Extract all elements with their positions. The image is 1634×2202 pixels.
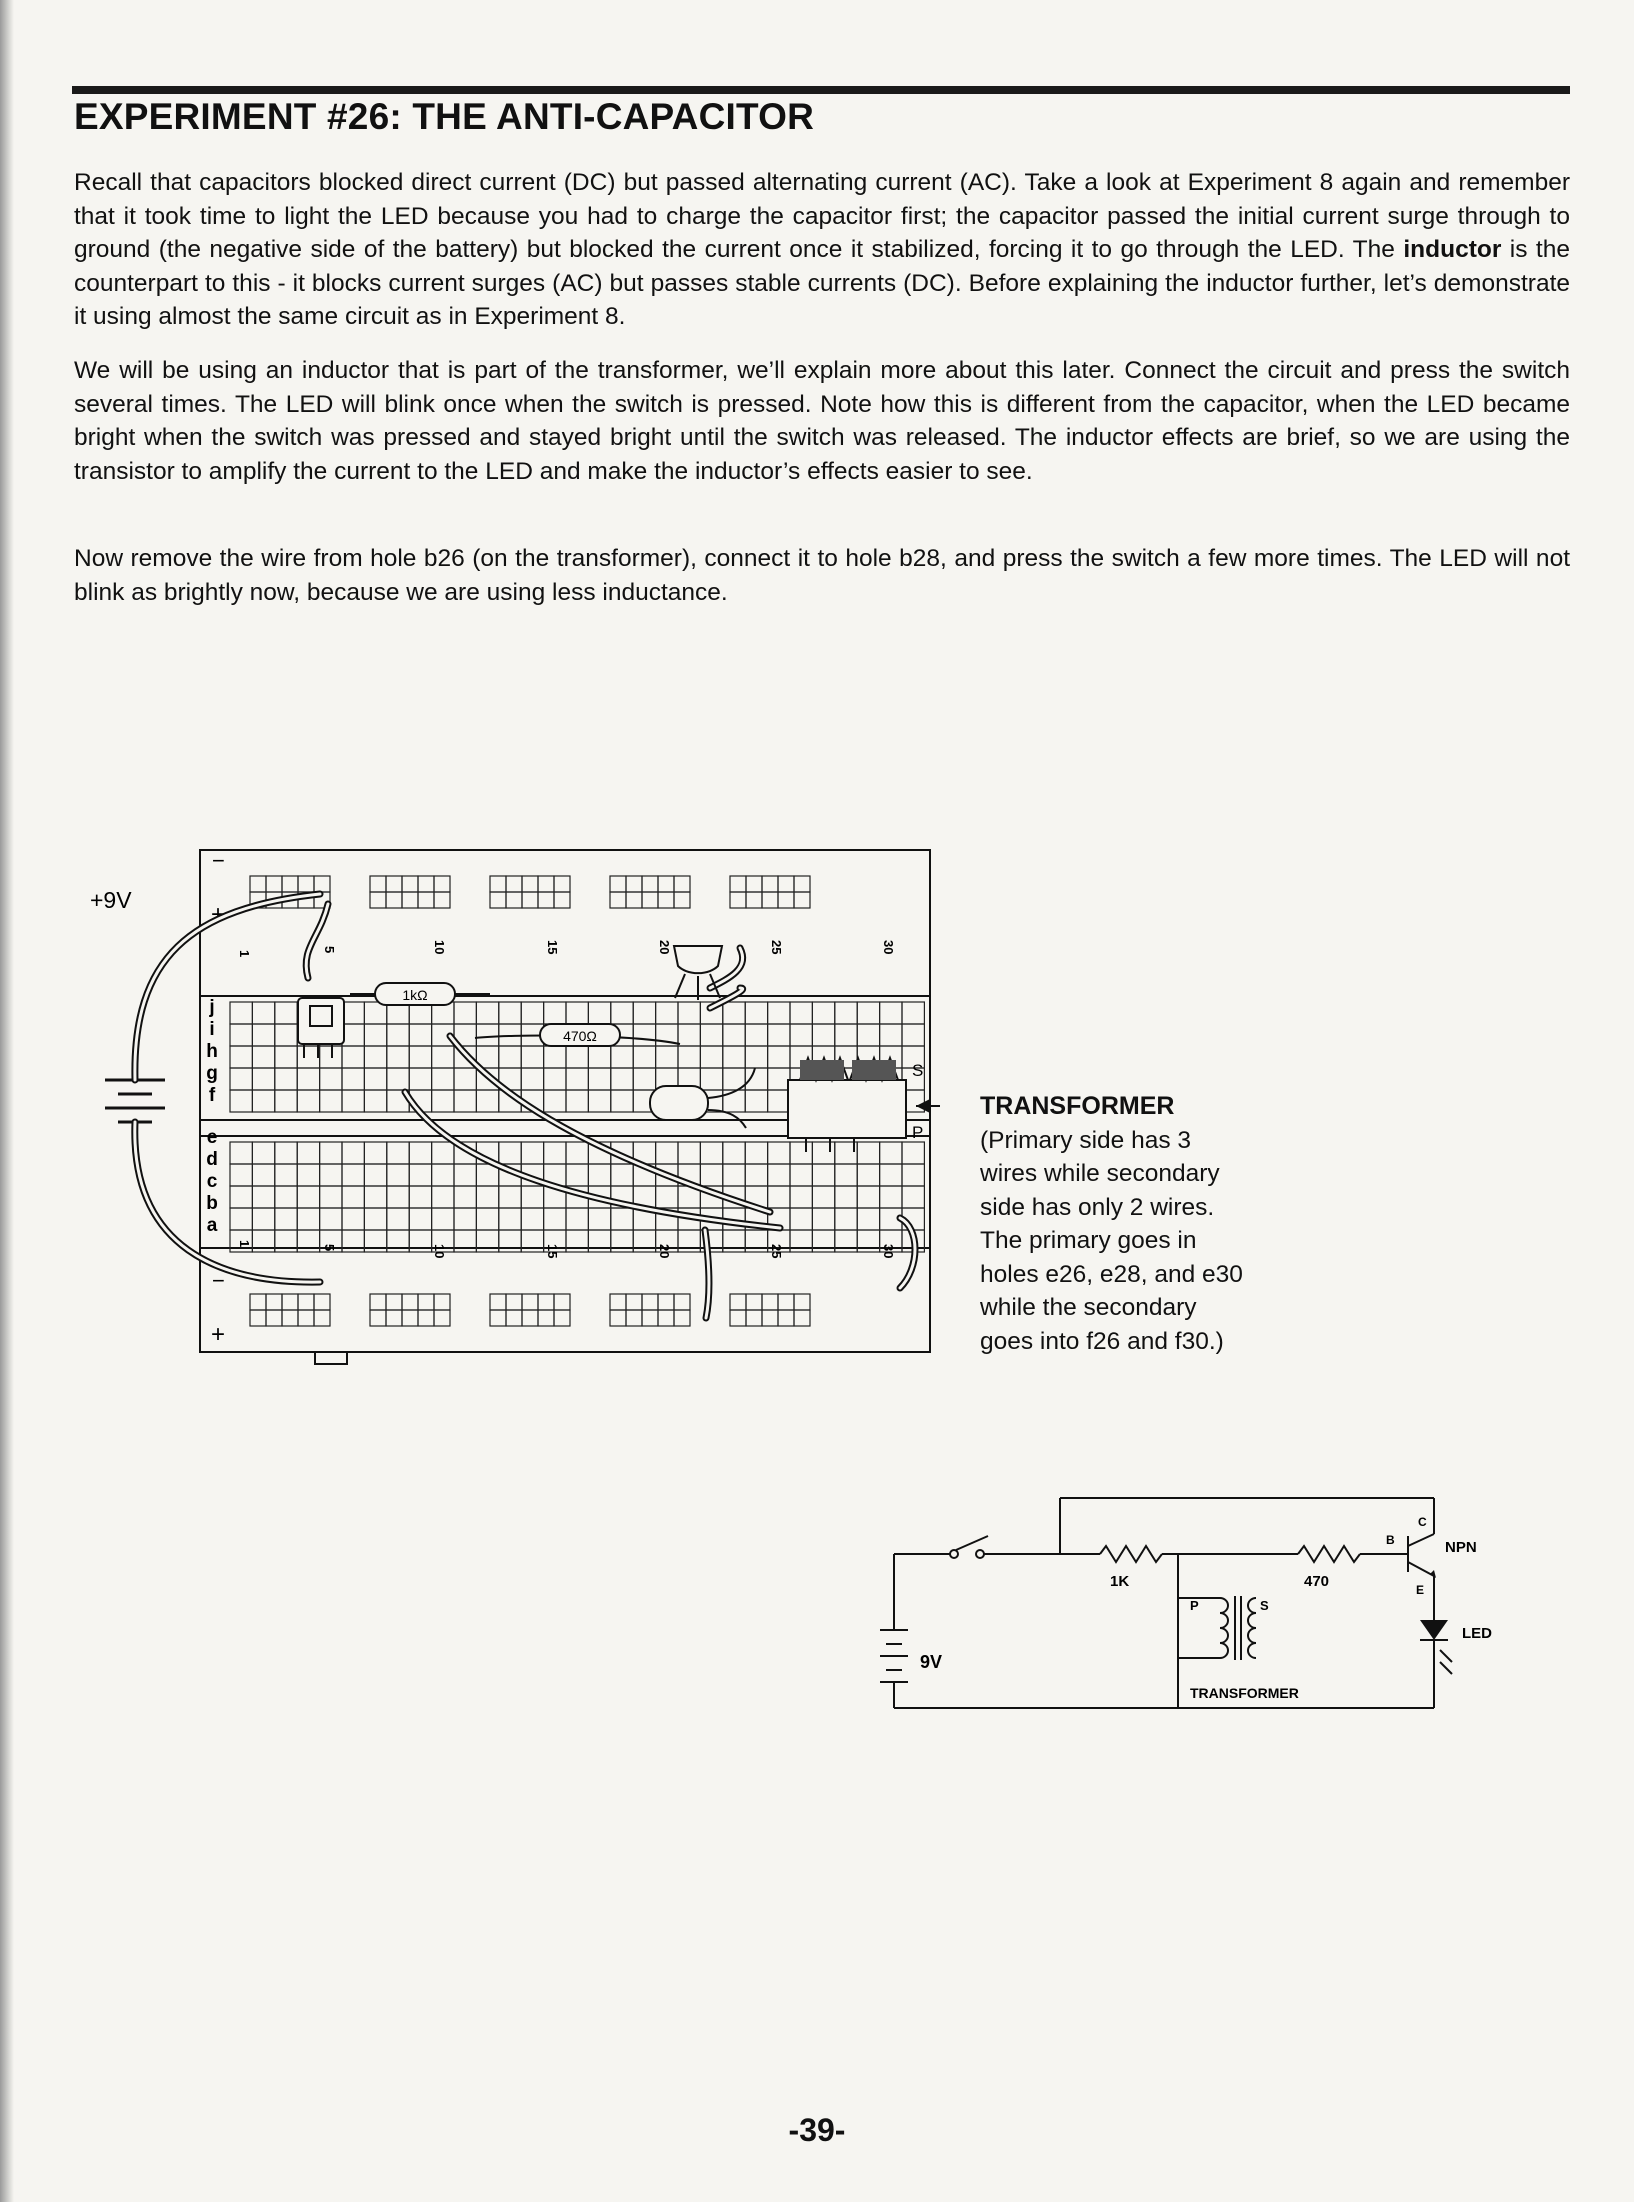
- intro-paragraph: [74, 166, 1570, 334]
- transformer-arrow: [916, 1099, 940, 1113]
- callout-line-1: (Primary side has 3: [980, 1126, 1192, 1154]
- schematic-p-label: P: [1190, 1598, 1199, 1613]
- intro-text-b: is the counterpart to this - it blocks current surges (AC) but passes stable currents (DC). Before explaining the inductor further, let’s demonstrate it using almost the same circuit as in Experiment 8.: [74, 236, 1570, 330]
- supply-label: +9V: [90, 887, 132, 913]
- schematic-transformer-label: TRANSFORMER: [1190, 1685, 1299, 1701]
- row-letter-c: c: [206, 1171, 218, 1192]
- schematic-e-label: E: [1416, 1583, 1425, 1597]
- schematic-9v-label: 9V: [920, 1652, 943, 1672]
- row-letter-h: h: [206, 1041, 218, 1062]
- schematic-npn-label: NPN: [1445, 1539, 1477, 1556]
- row-letter-j: j: [209, 997, 215, 1018]
- col-num-15-bottom: 15: [545, 1244, 560, 1259]
- row-letter-e: e: [206, 1127, 218, 1148]
- schematic-c-label: C: [1418, 1515, 1427, 1529]
- callout-line-6: while the secondary: [980, 1294, 1197, 1321]
- col-num-15-top: 15: [545, 940, 560, 955]
- col-num-5-bottom: 5: [322, 1244, 337, 1252]
- pushbutton-switch: [298, 998, 344, 1058]
- col-num-5-top: 5: [322, 946, 337, 954]
- power-rail-holes: [250, 876, 810, 1326]
- schematic-s-label: S: [1260, 1598, 1269, 1613]
- resistor-470-label: 470Ω: [563, 1028, 597, 1044]
- bottom-rail-plus: +: [211, 1321, 226, 1348]
- schematic-b-label: B: [1386, 1533, 1395, 1547]
- row-letter-a: a: [206, 1215, 218, 1236]
- col-num-30-bottom: 30: [881, 1244, 896, 1259]
- col-num-1-top: 1: [237, 950, 252, 958]
- experiment-title: EXPERIMENT #26: THE ANTI-CAPACITOR: [74, 96, 815, 137]
- intro-text-a: Recall that capacitors blocked direct current (DC) but passed alternating current (AC). Take a look at Experiment 8 again and remember that it took time to light the LED because you had to charge the capacitor first; the capacitor passed the initial current surge through to ground (the negative side of the battery) but blocked the current once it stabilized, forcing it to go through the LED. The: [74, 169, 1570, 263]
- col-num-20-top: 20: [657, 940, 672, 955]
- col-num-25-top: 25: [769, 940, 784, 955]
- inductor-term: inductor: [1403, 236, 1502, 263]
- transistor-npn: [674, 946, 722, 1000]
- callout-line-2: wires while secondary: [980, 1160, 1220, 1187]
- header-rule: [72, 86, 1570, 94]
- schematic-r2-label: 470: [1304, 1573, 1330, 1590]
- col-num-25-bottom: 25: [769, 1244, 784, 1259]
- col-num-1-bottom: 1: [237, 1240, 252, 1248]
- col-num-30-top: 30: [881, 940, 896, 955]
- circuit-schematic: [880, 1490, 1500, 1730]
- col-num-10-top: 10: [432, 940, 447, 955]
- callout-line-7: goes into f26 and f30.): [980, 1327, 1224, 1355]
- transformer-callout: [980, 1090, 1280, 1358]
- row-letter-b: b: [206, 1193, 218, 1214]
- callout-line-4: The primary goes in: [980, 1227, 1197, 1254]
- page-edge: [0, 0, 14, 2202]
- schematic-led-label: LED: [1462, 1625, 1492, 1642]
- resistor-470: [475, 1024, 680, 1046]
- variation-paragraph: Now remove the wire from hole b26 (on the transformer), connect it to hole b28, and press the switch a few more times. The LED will not blink as brightly now, because we are using less inductance.: [74, 545, 1570, 606]
- transformer-s-label: S: [912, 1061, 924, 1080]
- callout-line-3: side has only 2 wires.: [980, 1193, 1215, 1221]
- top-rail-plus: +: [211, 901, 226, 928]
- callout-caption: TRANSFORMER: [980, 1092, 1175, 1120]
- procedure-paragraph: We will be using an inductor that is part of the transformer, we’ll explain more about this later. Connect the circuit and press the switch several times. The LED will blink once when the switch is pressed. Note how this is different from the capacitor, when the LED became bright when the switch was pressed and stayed bright until the switch was released. The inductor effects are brief, so we are using the transistor to amplify the current to the LED and make the inductor’s effects easier to see.: [74, 357, 1570, 485]
- page-number: -39-: [788, 2112, 846, 2148]
- col-num-10-bottom: 10: [432, 1244, 447, 1259]
- transformer-p-label: P: [912, 1123, 924, 1142]
- row-letter-f: f: [208, 1085, 216, 1106]
- bottom-rail-minus: −: [212, 1268, 225, 1293]
- breadboard-diagram: [70, 848, 940, 1378]
- battery-symbol: [105, 1080, 165, 1122]
- resistor-1k-label: 1kΩ: [402, 987, 428, 1003]
- row-letter-g: g: [206, 1063, 218, 1084]
- transformer-component: [788, 1058, 923, 1152]
- col-num-20-bottom: 20: [657, 1244, 672, 1259]
- schematic-r1-label: 1K: [1110, 1573, 1130, 1590]
- top-rail-minus: −: [212, 848, 225, 873]
- row-letter-i: i: [209, 1019, 215, 1040]
- callout-line-5: holes e26, e28, and e30: [980, 1260, 1243, 1288]
- row-letter-d: d: [206, 1149, 218, 1170]
